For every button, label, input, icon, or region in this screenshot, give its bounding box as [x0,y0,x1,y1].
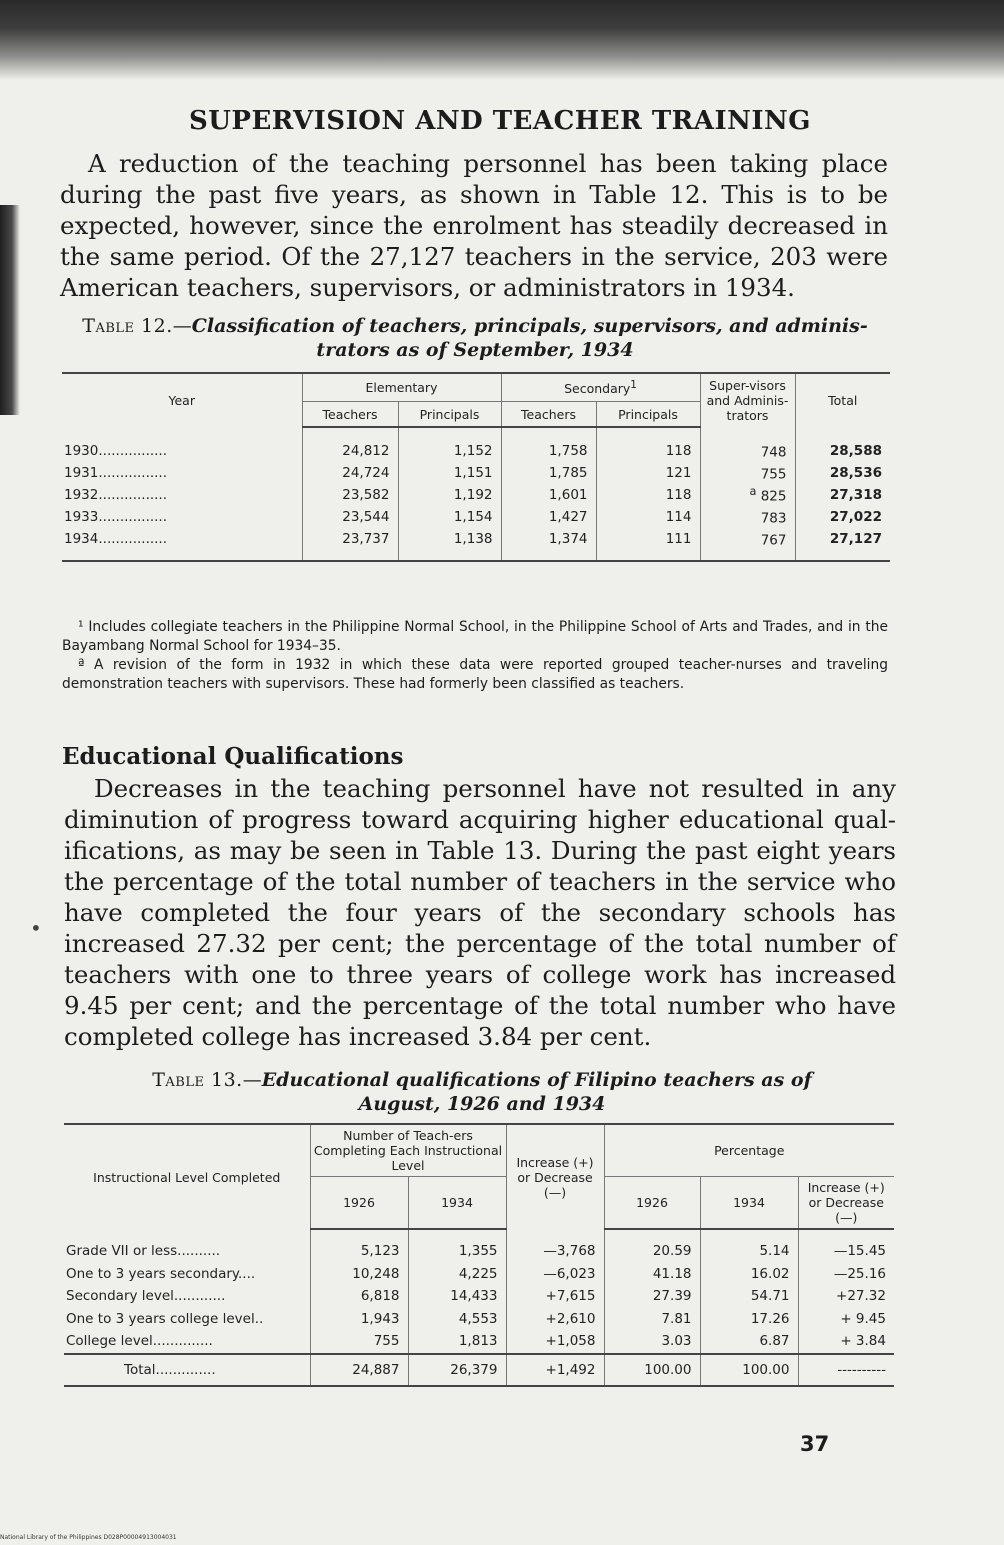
table12-caption-text: Classification of teachers, principals, supervisors, and adminis- [191,315,868,337]
row-year: 1934................ [62,528,302,561]
dot-leader: ................ [98,509,168,525]
table-13 [64,1123,894,1387]
table-row [62,427,890,462]
cell-total: 28,536 [795,462,890,484]
cell-sec-teachers: 1,374 [501,528,596,561]
row-year: 1931................ [64,465,168,481]
table-row [62,484,890,506]
dot-leader: .......... [177,1242,221,1259]
para1-line: during the past five years, as shown in Table 12. This is to be [60,180,888,209]
dot-leader: ............ [173,1288,226,1305]
para1-line: in the same period. Of the 27,127 teachers in the service, 203 [60,211,888,271]
dot-leader: ................ [98,442,168,459]
cell-p1926: 100.00 [604,1354,700,1386]
dot-leader: .. [254,1310,264,1327]
dot-leader: ................ [98,487,168,503]
paragraph-qualifications [64,773,896,1052]
archive-credit: National Library of the Philippines D028P00004913004031 [0,1534,177,1541]
header-increase: Increase (+) or Decrease (—) [506,1124,604,1229]
scan-dot-mark: • [30,916,42,940]
row-year: 1933................ [64,509,168,525]
cell-sec-teachers: 1,601 [501,484,596,506]
footnote-2: ª A revision of the form in 1932 in which these data were reported grouped teacher-nurses and traveling demonstration teachers with supervisors. These had formerly been classified as teachers. [62,657,888,692]
header-pct-1934: 1934 [700,1177,798,1230]
cell-sec-teachers: 1,427 [501,506,596,528]
cell-pchange: + 3.84 [798,1330,894,1354]
row-level: Grade VII or less.......... [66,1242,221,1259]
table13-caption-text: Educational qualifications of Filipino teachers as of [261,1069,812,1091]
para1-line: A reduction of the teaching personnel has been taking place [88,149,888,178]
row-level: College level.............. [66,1333,213,1350]
scan-dark-border [0,0,1004,80]
cell-p1934: 17.26 [700,1308,798,1331]
footnote-marker: 1 [630,379,637,392]
cell-p1926: 20.59 [604,1229,700,1263]
row-level-total: Total.............. [64,1354,310,1386]
cell-total: 27,318 [795,484,890,506]
para1-line: were American teachers, supervisors, or administrators in 1934. [60,242,888,302]
cell-elem-teachers: 23,544 [302,506,398,528]
para2-line: diminution of progress toward acquiring higher educational qual- [64,805,896,834]
cell-pchange: ---------- [798,1354,894,1386]
para2-line: who have completed college has increased 3.84 per cent. [64,991,896,1051]
cell-elem-principals: 1,151 [398,462,501,484]
header-pct-increase: Increase (+) or Decrease (—) [798,1177,894,1230]
cell-change: +1,492 [506,1354,604,1386]
cell-p1934: 100.00 [700,1354,798,1386]
header-year: Year [62,373,302,427]
para2-line: ifications, as may be seen in Table 13. During the past eight [64,836,821,865]
table12-caption-label: Table 12. [82,315,173,337]
cell-n1934: 26,379 [408,1354,506,1386]
cell-elem-principals: 1,154 [398,506,501,528]
cell-sec-teachers: 1,758 [501,427,596,462]
dot-leader: .............. [152,1333,213,1350]
footnote-1: ¹ Includes collegiate teachers in the Philippine Normal School, in the Philippine School of Arts and Trades, and in the Bayambang Normal School for 1934–35. [62,619,888,654]
cell-p1926: 3.03 [604,1330,700,1354]
table12-caption-dash: — [172,315,192,337]
cell-p1934: 54.71 [700,1285,798,1308]
row-level: One to 3 years college level.. [66,1310,264,1327]
scan-edge-mark [0,205,20,415]
header-supervisors: Super-visors and Adminis-trators [700,373,795,427]
cell-elem-teachers: 24,812 [302,427,398,462]
cell-p1926: 27.39 [604,1285,700,1308]
header-principals: Principals [596,402,700,427]
table-12 [62,372,890,562]
cell-change: +2,610 [506,1308,604,1331]
table-row [62,462,890,484]
header-total: Total [795,373,890,427]
table-row [64,1263,894,1286]
cell-p1926: 41.18 [604,1263,700,1286]
cell-n1926: 1,943 [310,1308,408,1331]
cell-sec-principals: 118 [596,484,700,506]
table-row [64,1308,894,1331]
table-row [64,1229,894,1263]
table-row [62,528,890,561]
cell-n1926: 24,887 [310,1354,408,1386]
header-teachers: Teachers [501,402,596,427]
cell-total: 27,127 [795,528,890,561]
header-percentage: Percentage [604,1124,894,1177]
cell-p1926: 7.81 [604,1308,700,1331]
cell-n1926: 755 [310,1330,408,1354]
cell-n1926: 6,818 [310,1285,408,1308]
header-1934: 1934 [408,1177,506,1230]
table-row [62,506,890,528]
dot-leader: ................ [98,465,168,481]
cell-sec-principals: 114 [596,506,700,528]
cell-p1934: 6.87 [700,1330,798,1354]
cell-total: 28,588 [795,427,890,462]
cell-elem-teachers: 23,737 [302,528,398,561]
cell-elem-principals: 1,192 [398,484,501,506]
cell-change: +7,615 [506,1285,604,1308]
cell-change: —6,023 [506,1263,604,1286]
cell-pchange: + 9.45 [798,1308,894,1331]
header-elementary: Elementary [302,373,501,402]
page-number: 37 [800,1432,830,1456]
cell-sec-principals: 121 [596,462,700,484]
cell-sec-principals: 111 [596,528,700,561]
table13-caption-text-2: August, 1926 and 1934 [358,1093,606,1115]
cell-pchange: +27.32 [798,1285,894,1308]
cell-n1934: 14,433 [408,1285,506,1308]
para2-line: Decreases in the teaching personnel have not resulted in any [94,774,896,803]
table13-caption [112,1068,852,1116]
cell-total: 27,022 [795,506,890,528]
cell-pchange: —15.45 [798,1229,894,1263]
table12-caption [60,314,890,362]
table13-caption-label: Table 13. [152,1069,243,1091]
para1-line: expected, however, since the enrolment has steadily decreased [60,211,856,240]
table12-footnotes [62,618,888,694]
table-row [64,1285,894,1308]
cell-elem-teachers: 24,724 [302,462,398,484]
para2-line: years the percentage of the total number of teachers in the [64,836,896,896]
header-number: Number of Teach-ers Completing Each Instructional Level [310,1124,506,1177]
para2-line: schools has increased 27.32 per cent; the percentage of the total [64,898,897,958]
cell-sec-principals: 118 [596,427,700,462]
cell-elem-principals: 1,152 [398,427,501,462]
section-heading: Educational Qualifications [62,743,404,770]
cell-change: +1,058 [506,1330,604,1354]
cell-n1934: 1,813 [408,1330,506,1354]
cell-supervisors: 755 [700,462,795,484]
cell-pchange: —25.16 [798,1263,894,1286]
header-level: Instructional Level Completed [64,1124,310,1229]
table13-caption-dash: — [242,1069,262,1091]
cell-elem-teachers: 23,582 [302,484,398,506]
dot-leader: .... [237,1265,256,1282]
cell-p1934: 5.14 [700,1229,798,1263]
cell-supervisors: $^a$ 825 [700,484,795,506]
table-total-row [64,1354,894,1386]
header-1926: 1926 [310,1177,408,1230]
cell-supervisors: 767 [700,528,795,561]
cell-n1934: 4,553 [408,1308,506,1331]
cell-n1926: 5,123 [310,1229,408,1263]
cell-elem-principals: 1,138 [398,528,501,561]
para2-line: increased 9.45 per cent; and the percentage of the total number [64,960,897,1020]
page-heading: SUPERVISION AND TEACHER TRAINING [188,106,812,136]
row-level: Secondary level............ [66,1288,226,1305]
cell-sec-teachers: 1,785 [501,462,596,484]
para2-line: number of teachers with one to three years of college work has [64,929,896,989]
cell-n1934: 1,355 [408,1229,506,1263]
cell-n1934: 4,225 [408,1263,506,1286]
row-year: 1930................ [64,442,168,459]
dot-leader: ................ [98,531,168,547]
cell-p1934: 16.02 [700,1263,798,1286]
footnote-marker: a [749,485,757,499]
header-principals: Principals [398,402,501,427]
paragraph-personnel [60,148,888,303]
row-year: 1932................ [64,487,168,503]
header-teachers: Teachers [302,402,398,427]
cell-supervisors: 783 [700,506,795,528]
row-level: One to 3 years secondary.... [66,1265,256,1282]
cell-n1926: 10,248 [310,1263,408,1286]
cell-supervisors: 748 [700,427,795,462]
header-pct-1926: 1926 [604,1177,700,1230]
dot-leader: .............. [155,1361,216,1378]
table12-caption-text-2: trators as of September, 1934 [316,339,634,361]
header-secondary: Secondary$^1$ [501,373,700,402]
cell-change: —3,768 [506,1229,604,1263]
table-row [64,1330,894,1354]
para2-line: service who have completed the four years of the secondary [64,867,896,927]
